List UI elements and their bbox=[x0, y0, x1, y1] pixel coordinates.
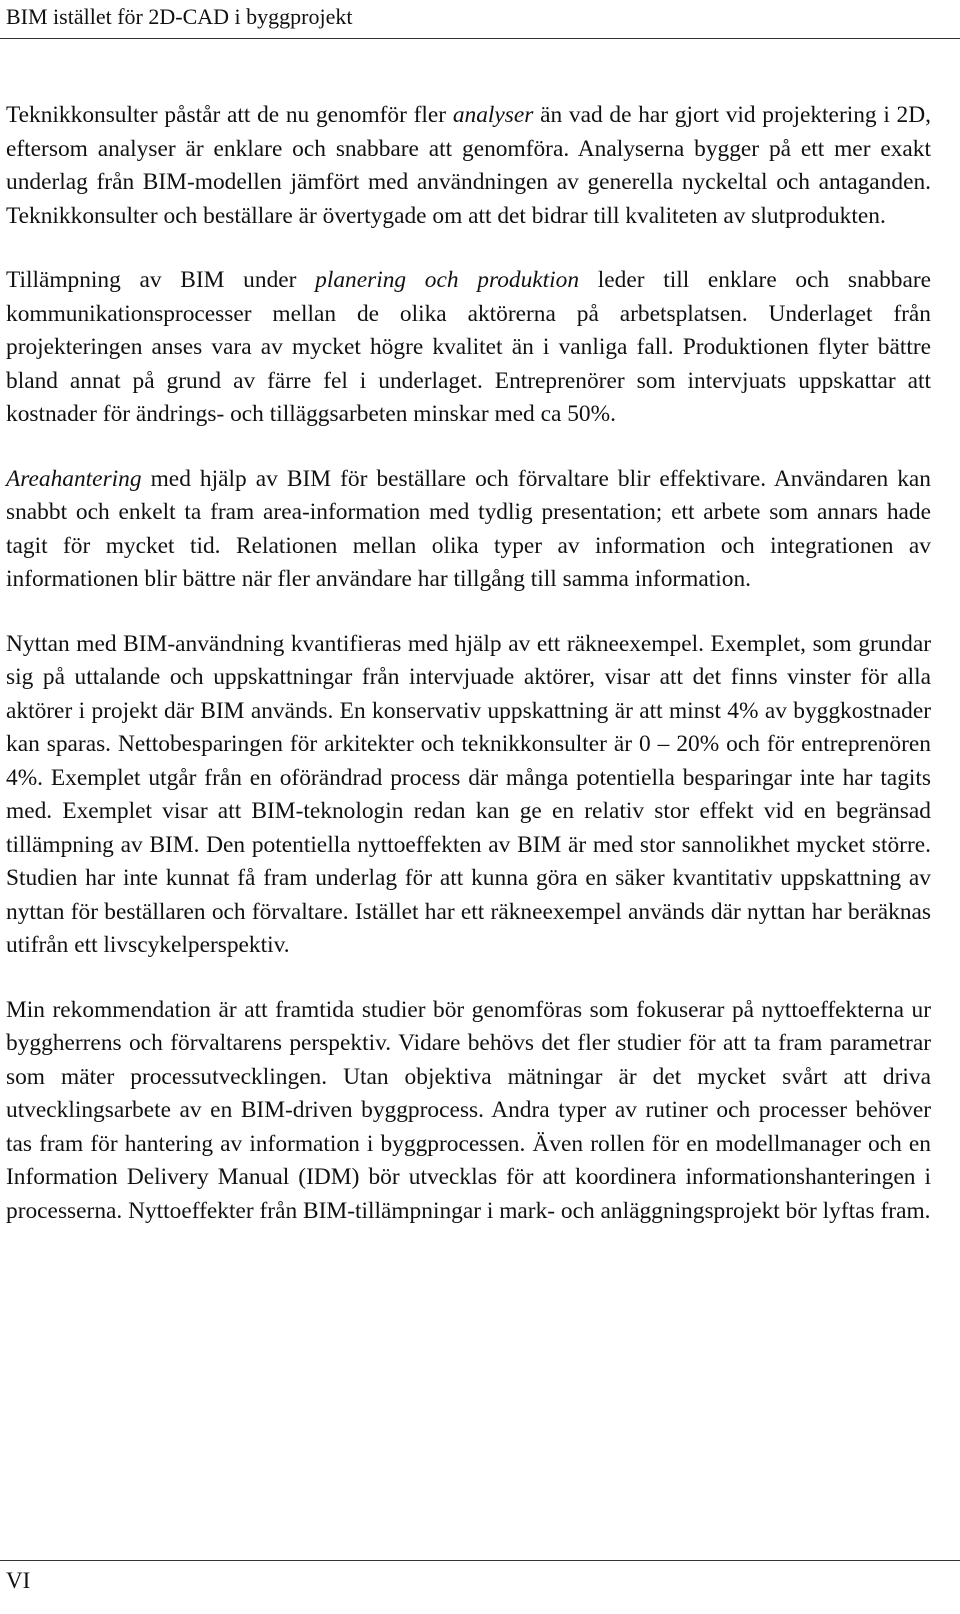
paragraph-spacer bbox=[6, 963, 931, 994]
body-text bbox=[6, 99, 931, 1228]
paragraph-text: än vad de har gjort vid projektering i 2D, eftersom analyser är enklare och snabbare att genomföra. Analyserna bygger på ett mer exakt underlag från BIM-modellen jämfört med användningen av generella nyckeltal och antaganden. Teknikkonsulter och beställare är övertygade om att det bidrar till kvaliteten av slutprodukten. bbox=[6, 102, 931, 229]
paragraph-areahantering bbox=[6, 463, 931, 597]
paragraph-analyser bbox=[6, 99, 931, 233]
emphasis-planering-produktion: planering och produktion bbox=[315, 267, 580, 293]
running-header-title: BIM istället för 2D-CAD i byggprojekt bbox=[6, 4, 353, 29]
paragraph-text: leder till enklare och snabbare kommunikationsprocesser mellan de olika aktörerna på arbetsplatsen. Underlaget från projekteringen anses vara av mycket högre kvalitet än i vanliga fall. Produktionen flyter bättre bland annat på grund av färre fel i underlaget. Entreprenörer som intervjuats uppskattar att kostnader för ändrings- och tilläggsarbeten minskar med ca 50%. bbox=[6, 267, 932, 427]
page-number: VI bbox=[6, 1568, 31, 1593]
paragraph-rekommendation: Min rekommendation är att framtida studier bör genomföras som fokuserar på nyttoeffekterna ur byggherrens och förvaltarens perspektiv. Vidare behövs det fler studier för att ta fram parametrar som mäter processutvecklingen. Utan objektiva mätningar är det mycket svårt att driva utvecklingsarbete av en BIM-driven byggprocess. Andra typer av rutiner och processer behöver tas fram för hantering av information i byggprocessen. Även rollen för en modellmanager och en Information Delivery Manual (IDM) bör utvecklas för att koordinera informationshanteringen i processerna. Nyttoeffekter från BIM-tillämpningar i mark- och anläggningsprojekt bör lyftas fram. bbox=[6, 996, 931, 1224]
header-divider bbox=[0, 38, 960, 39]
paragraph-text: med hjälp av BIM för beställare och förvaltare blir effektivare. Användaren kan snabbt och enkelt ta fram area-information med tydlig presentation; ett arbete som annars hade tagit för mycket tid. Relationen mellan olika typer av information och integrationen av informationen blir bättre när fler användare har tillgång till samma information. bbox=[6, 465, 931, 592]
paragraph-spacer bbox=[6, 233, 931, 264]
paragraph-text: Tillämpning av BIM under bbox=[6, 267, 316, 293]
paragraph-spacer bbox=[6, 432, 931, 463]
paragraph-spacer bbox=[6, 597, 931, 628]
paragraph-planering-produktion bbox=[6, 264, 931, 432]
paragraph-nyttan: Nyttan med BIM-användning kvantifieras med hjälp av ett räkneexempel. Exemplet, som grundar sig på uttalande och uppskattningar från intervjuade aktörer, visar att det finns vinster för alla aktörer i projekt där BIM används. En konservativ uppskattning är att minst 4% av byggkostnader kan sparas. Nettobesparingen för arkitekter och teknikkonsulter är 0 – 20% och för entreprenören 4%. Exemplet utgår från en oförändrad process där många potentiella besparingar inte har tagits med. Exemplet visar att BIM-teknologin redan kan ge en relativ stor effekt vid en begränsad tillämpning av BIM. Den potentiella nyttoeffekten av BIM är med stor sannolikhet mycket större. Studien har inte kunnat få fram underlag för att kunna göra en säker kvantitativ uppskattning av nyttan för beställaren och förvaltare. Istället har ett räkneexempel används där nyttan har beräknas utifrån ett livscykelperspektiv. bbox=[6, 630, 931, 958]
footer-divider bbox=[0, 1560, 960, 1561]
paragraph-text: Teknikkonsulter påstår att de nu genomför fler bbox=[6, 102, 453, 128]
emphasis-areahantering: Areahantering bbox=[6, 465, 142, 492]
emphasis-analyser: analyser bbox=[452, 102, 534, 128]
